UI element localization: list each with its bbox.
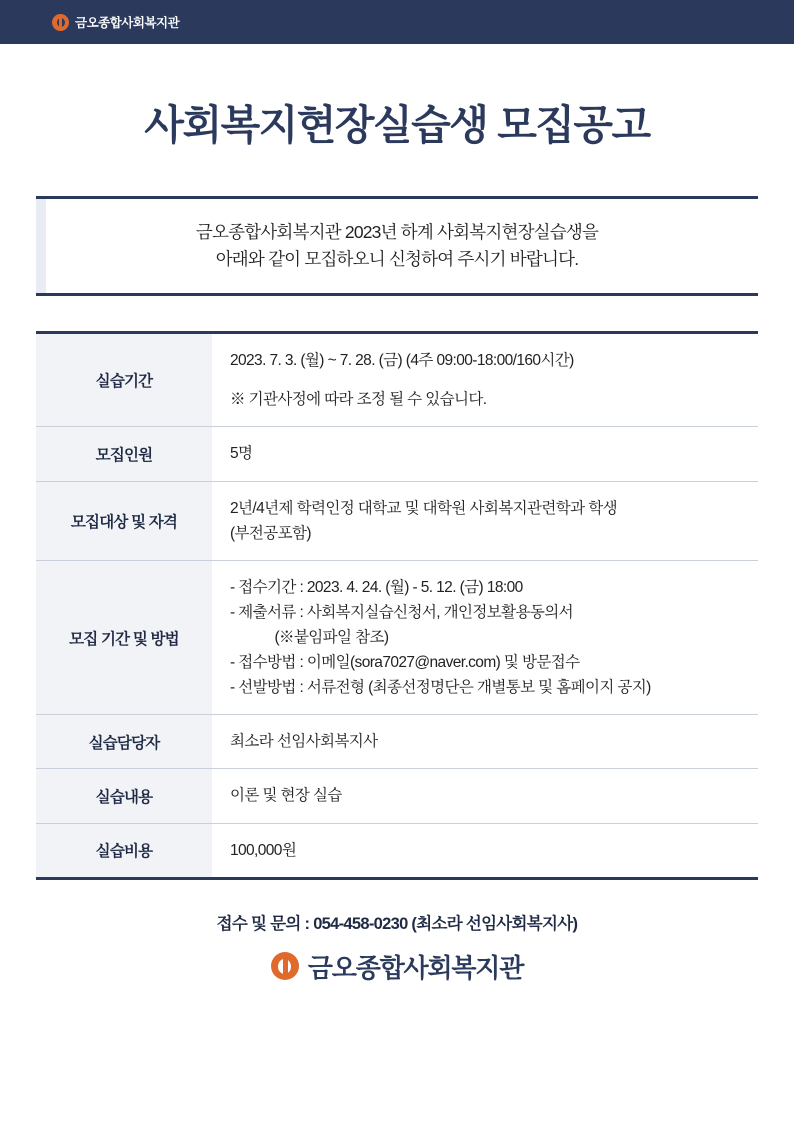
row-value bbox=[212, 560, 758, 715]
row-value bbox=[212, 715, 758, 769]
document-footer bbox=[36, 910, 758, 985]
document-body bbox=[0, 92, 794, 985]
row-value-line: - 접수방법 : 이메일(sora7027@naver.com) 및 방문접수 bbox=[230, 654, 580, 672]
row-value-line: ※ 기관사정에 따라 조정 될 수 있습니다. bbox=[230, 391, 487, 409]
row-value bbox=[212, 769, 758, 823]
row-value-line: 2023. 7. 3. (월) ~ 7. 28. (금) (4주 09:00-18:00/160시간) bbox=[230, 352, 574, 370]
row-label: 모집대상 및 자격 bbox=[36, 481, 212, 560]
intro-text bbox=[46, 199, 758, 293]
organization-logo-icon bbox=[271, 952, 299, 980]
row-value-line: - 선발방법 : 서류전형 (최종선정명단은 개별통보 및 홈페이지 공지) bbox=[230, 679, 651, 697]
row-label: 실습기간 bbox=[36, 333, 212, 427]
intro-line-2: 아래와 같이 모집하오니 신청하여 주시기 바랍니다. bbox=[215, 249, 579, 270]
row-value-line: 최소라 선임사회복지사 bbox=[230, 733, 378, 751]
row-value bbox=[212, 333, 758, 427]
footer-org-name: 금오종합사회복지관 bbox=[307, 952, 524, 983]
organization-logo-icon bbox=[52, 14, 69, 31]
row-value-line: 이론 및 현장 실습 bbox=[230, 787, 342, 805]
row-label: 실습비용 bbox=[36, 823, 212, 878]
row-label: 실습담당자 bbox=[36, 715, 212, 769]
page-title: 사회복지현장실습생 모집공고 bbox=[144, 102, 650, 148]
table-row bbox=[36, 481, 758, 560]
row-value-line: - 제출서류 : 사회복지실습신청서, 개인정보활용동의서 bbox=[230, 603, 574, 621]
intro-block bbox=[36, 196, 758, 296]
table-row bbox=[36, 769, 758, 823]
row-value-line: - 접수기간 : 2023. 4. 24. (월) - 5. 12. (금) 18:00 bbox=[230, 578, 523, 596]
notice-table bbox=[36, 331, 758, 879]
table-row bbox=[36, 715, 758, 769]
row-value-line: 2년/4년제 학력인정 대학교 및 대학원 사회복지관련학과 학생 bbox=[230, 499, 617, 517]
row-label: 모집 기간 및 방법 bbox=[36, 560, 212, 715]
row-value-spacer bbox=[230, 373, 748, 387]
row-value-line: (※붙임파일 참조) bbox=[230, 629, 389, 647]
table-row bbox=[36, 333, 758, 427]
row-label: 모집인원 bbox=[36, 427, 212, 481]
table-row bbox=[36, 823, 758, 878]
contact-line: 접수 및 문의 : 054-458-0230 (최소라 선임사회복지사) bbox=[216, 914, 578, 933]
row-value bbox=[212, 427, 758, 481]
top-header-bar bbox=[0, 0, 794, 44]
intro-accent-bar bbox=[36, 199, 46, 293]
table-row bbox=[36, 427, 758, 481]
header-logo-label: 금오종합사회복지관 bbox=[75, 16, 180, 30]
row-value-line: 5명 bbox=[230, 445, 253, 463]
table-row bbox=[36, 560, 758, 715]
intro-line-1: 금오종합사회복지관 2023년 하계 사회복지현장실습생을 bbox=[195, 222, 599, 242]
row-value-line: (부전공포함) bbox=[230, 524, 311, 542]
row-label: 실습내용 bbox=[36, 769, 212, 823]
footer-logo bbox=[36, 948, 758, 985]
header-logo bbox=[52, 13, 179, 31]
row-value bbox=[212, 481, 758, 560]
row-value bbox=[212, 823, 758, 878]
row-value-line: 100,000원 bbox=[230, 841, 297, 859]
